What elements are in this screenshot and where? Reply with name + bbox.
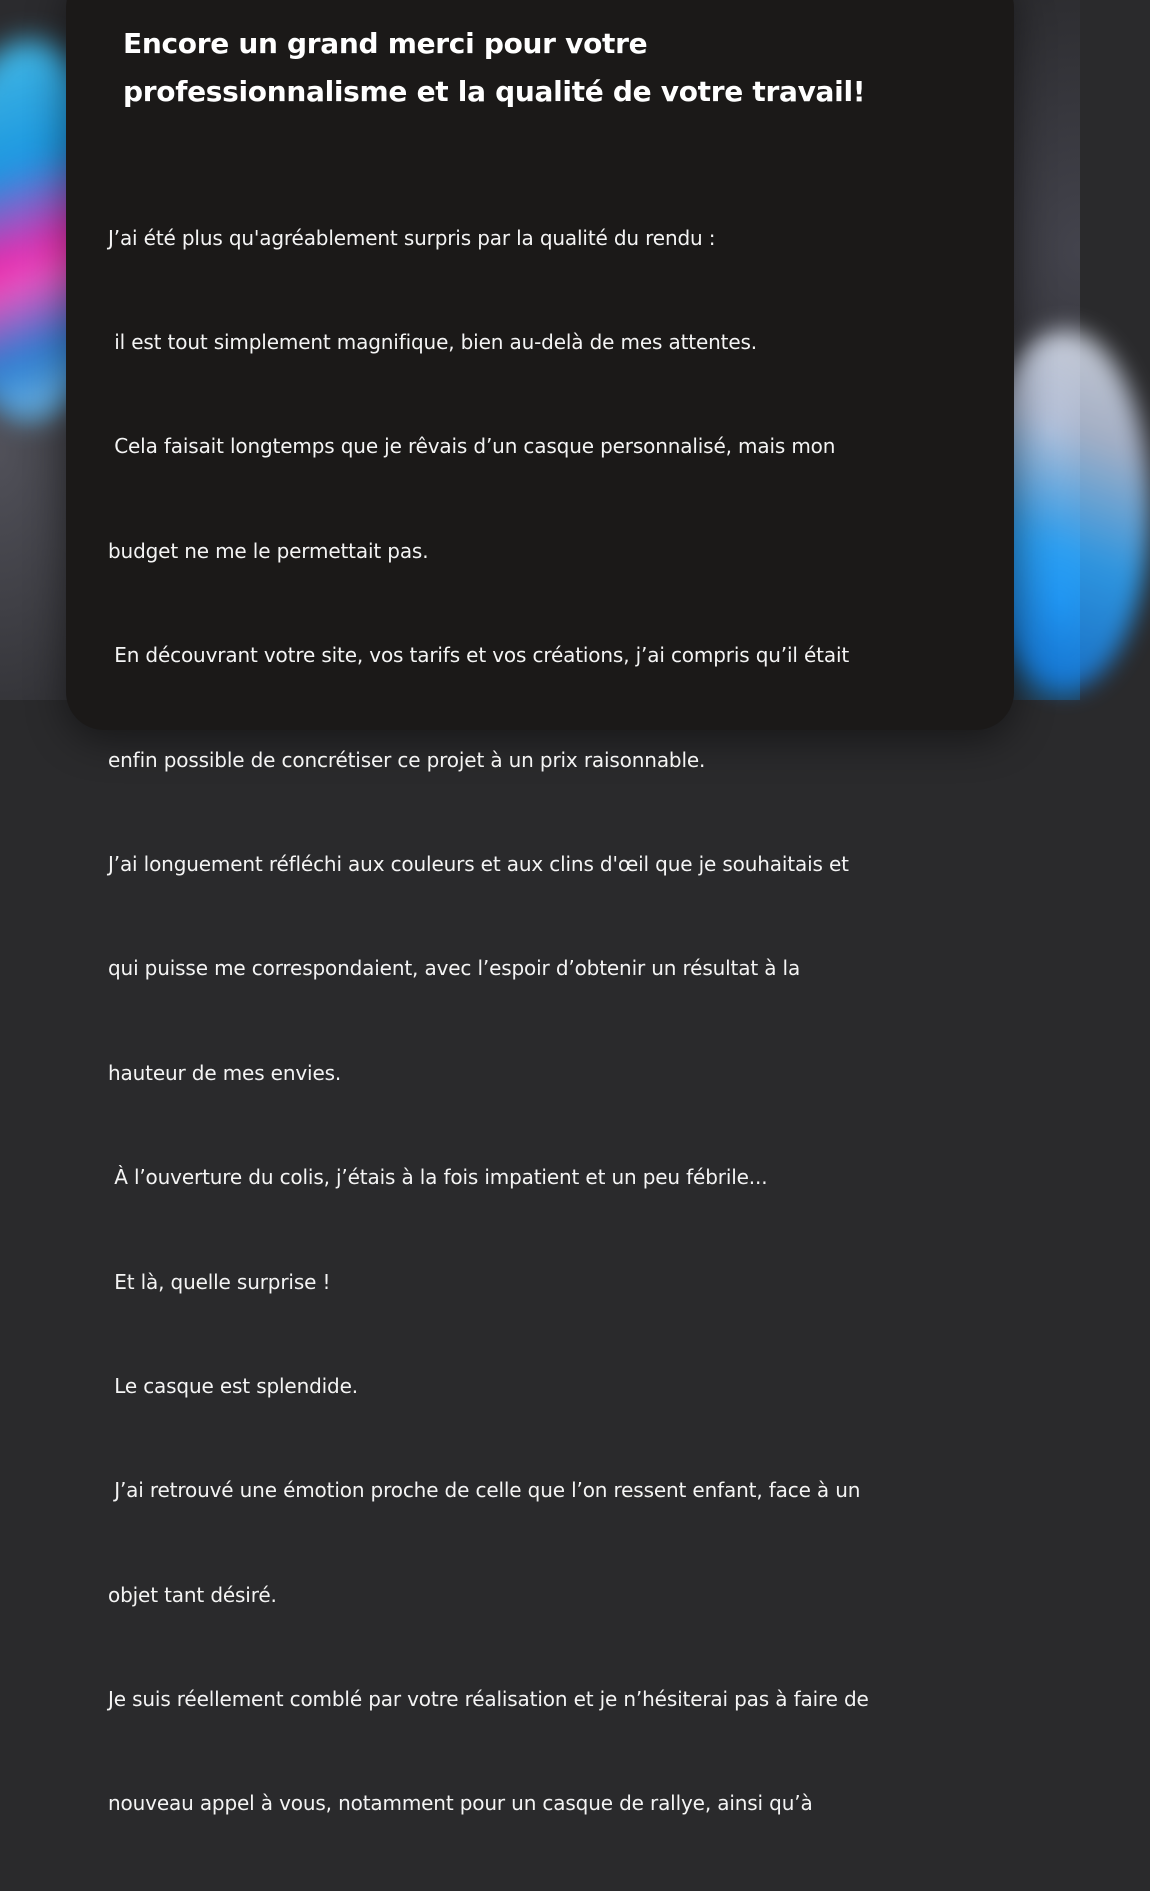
body-line: objet tant désiré. [108, 1582, 277, 1607]
body-line: Cela faisait longtemps que je rêvais d’un casque personnalisé, mais mon [108, 434, 836, 459]
body-line: Et là, quelle surprise ! [108, 1269, 331, 1294]
body-line: budget ne me le permettait pas. [108, 538, 429, 563]
headline-line-1: Encore un grand merci pour votre [123, 27, 648, 60]
testimonial-body [108, 151, 988, 1891]
body-line: Je suis réellement comblé par votre réalisation et je n’hésiterai pas à faire de [108, 1687, 869, 1712]
body-line: il est tout simplement magnifique, bien au-delà de mes attentes. [108, 329, 757, 354]
body-line: En découvrant votre site, vos tarifs et vos créations, j’ai compris qu’il était [108, 643, 850, 668]
body-line: enfin possible de concrétiser ce projet à un prix raisonnable. [108, 747, 706, 772]
headline-line-2: professionnalisme et la qualité de votre travail! [123, 75, 866, 108]
body-line: nouveau appel à vous, notamment pour un casque de rallye, ainsi qu’à [108, 1791, 813, 1816]
body-line: Le casque est splendide. [108, 1373, 358, 1398]
body-line: À l’ouverture du colis, j’étais à la fois impatient et un peu fébrile... [108, 1165, 768, 1190]
body-line: J’ai longuement réfléchi aux couleurs et aux clins d'œil que je souhaitais et [108, 851, 849, 876]
body-line: hauteur de mes envies. [108, 1060, 342, 1085]
testimonial-headline [123, 20, 1003, 116]
body-line: J’ai retrouvé une émotion proche de celle que l’on ressent enfant, face à un [108, 1478, 861, 1503]
body-line: qui puisse me correspondaient, avec l’espoir d’obtenir un résultat à la [108, 956, 801, 981]
body-line: J’ai été plus qu'agréablement surpris par la qualité du rendu : [108, 225, 716, 250]
